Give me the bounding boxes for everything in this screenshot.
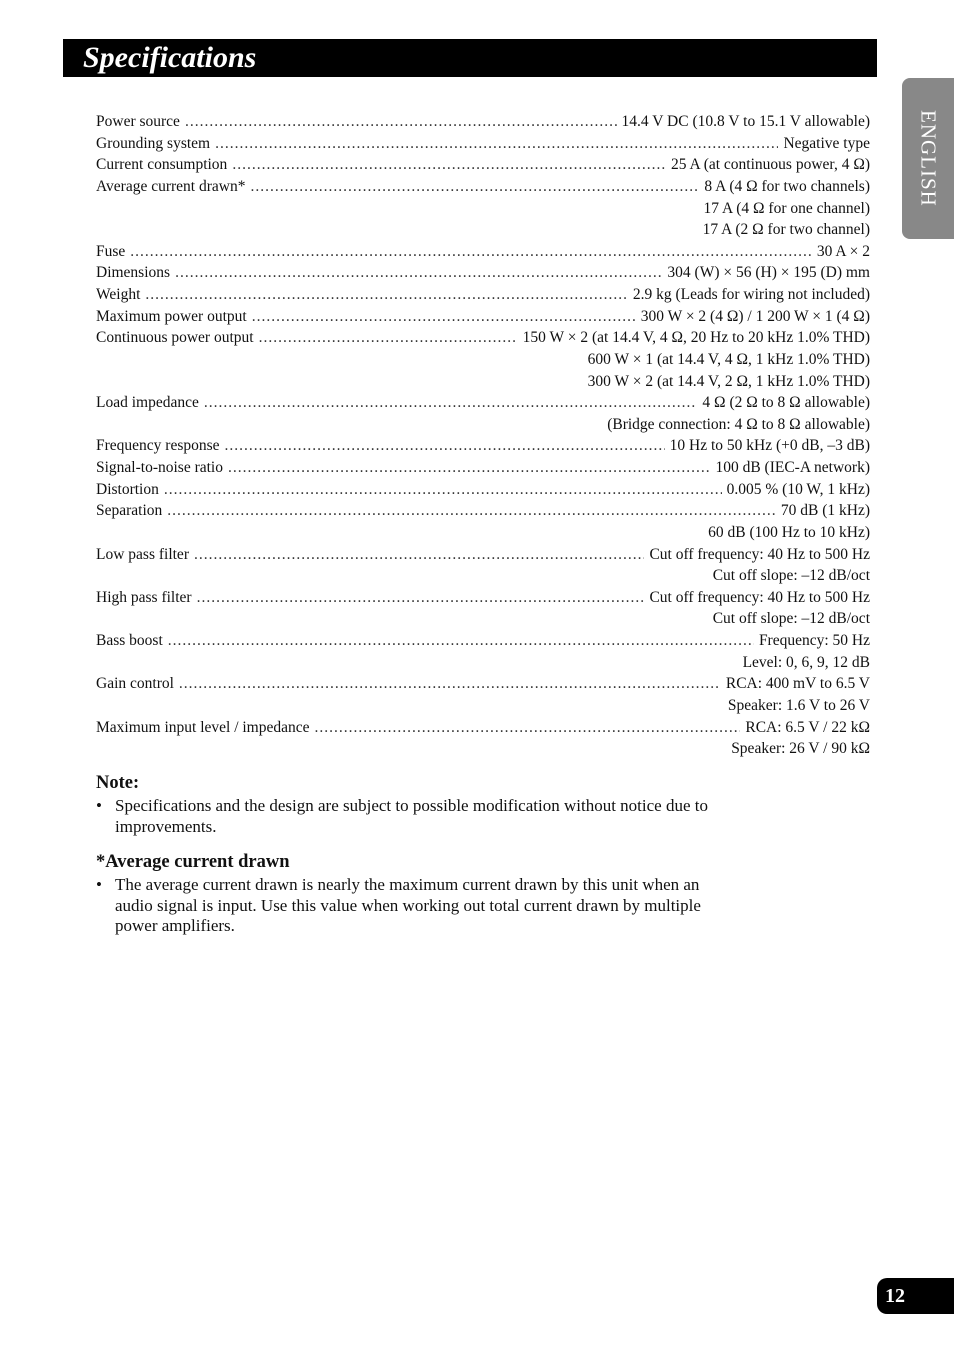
spec-value: 10 Hz to 50 kHz (+0 dB, –3 dB) (669, 437, 870, 455)
spec-label: Separation (96, 502, 163, 520)
page-number-tab (877, 1278, 954, 1314)
spec-label: Frequency response (96, 437, 220, 455)
spec-label: Signal-to-noise ratio (96, 459, 223, 476)
spec-row (96, 500, 870, 522)
spec-row (96, 544, 870, 566)
spec-row-continued (96, 738, 870, 760)
spec-label: Maximum power output (96, 307, 247, 325)
page-number: 12 (885, 1285, 905, 1307)
spec-value: 300 W × 2 (4 Ω) / 1 200 W × 1 (4 Ω) (640, 307, 870, 325)
spec-value: 2.9 kg (Leads for wiring not included) (632, 286, 870, 303)
dot-leader (130, 241, 812, 263)
language-tab-label: ENGLISH (916, 110, 941, 207)
spec-value: Cut off frequency: 40 Hz to 500 Hz (649, 588, 870, 606)
average-current-note (96, 851, 716, 937)
spec-row (96, 262, 870, 284)
dot-leader (315, 717, 741, 739)
spec-value: 300 W × 2 (at 14.4 V, 2 Ω, 1 kHz 1.0% THD) (587, 372, 870, 390)
dot-leader (259, 327, 518, 349)
dot-leader (164, 479, 722, 501)
dot-leader (250, 176, 699, 198)
spec-row (96, 133, 870, 155)
dot-leader (145, 284, 627, 306)
spec-row-continued (96, 565, 870, 587)
dot-leader (167, 500, 776, 522)
spec-value: 17 A (4 Ω for one channel) (703, 199, 870, 217)
dot-leader (228, 457, 710, 479)
spec-value: 150 W × 2 (at 14.4 V, 4 Ω, 20 Hz to 20 kHz 1.0% THD) (522, 329, 870, 347)
spec-row (96, 111, 870, 133)
page-title: Specifications (83, 41, 257, 74)
spec-row (96, 435, 870, 457)
spec-label: Grounding system (96, 134, 211, 152)
dot-leader (197, 587, 645, 609)
dot-leader (194, 544, 644, 566)
spec-value: Cut off frequency: 40 Hz to 500 Hz (649, 545, 870, 563)
spec-row (96, 154, 870, 176)
spec-label: Bass boost (96, 632, 163, 649)
bullet-icon: • (96, 875, 102, 894)
spec-value: 17 A (2 Ω for two channel) (702, 221, 870, 239)
spec-row-continued (96, 198, 870, 220)
spec-value: Level: 0, 6, 9, 12 dB (742, 653, 870, 671)
note-heading: Note: (96, 773, 140, 793)
spec-value: Cut off slope: –12 dB/oct (712, 610, 870, 628)
spec-value: RCA: 6.5 V / 22 kΩ (745, 718, 870, 736)
spec-label: Gain control (96, 675, 174, 693)
dot-leader (252, 306, 636, 328)
spec-value: 60 dB (100 Hz to 10 kHz) (708, 523, 870, 541)
language-tab (902, 78, 954, 239)
spec-row (96, 284, 870, 306)
spec-value: 100 dB (IEC-A network) (715, 459, 870, 476)
dot-leader (232, 154, 666, 176)
spec-label: Power source (96, 113, 180, 130)
spec-label: Dimensions (96, 264, 171, 282)
spec-label: Load impedance (96, 394, 199, 412)
spec-label: Current consumption (96, 156, 228, 174)
spec-row (96, 630, 870, 652)
spec-row (96, 587, 870, 609)
average-current-heading: *Average current drawn (96, 852, 290, 872)
spec-row-continued (96, 219, 870, 241)
spec-label: Weight (96, 286, 141, 303)
spec-row (96, 392, 870, 414)
spec-label: Distortion (96, 480, 159, 498)
spec-row-continued (96, 522, 870, 544)
note-text: Specifications and the design are subject to possible modification without notice due to improvements. (115, 796, 708, 836)
spec-row-continued (96, 349, 870, 371)
spec-value: 30 A × 2 (816, 242, 870, 260)
spec-value: Frequency: 50 Hz (758, 632, 870, 649)
dot-leader (175, 262, 662, 284)
spec-row (96, 327, 870, 349)
dot-leader (225, 435, 665, 457)
spec-row-continued (96, 414, 870, 436)
dot-leader (204, 392, 698, 414)
spec-row (96, 673, 870, 695)
notes-section (96, 772, 716, 937)
dot-leader (215, 133, 778, 155)
dot-leader (168, 630, 754, 652)
average-current-text: The average current drawn is nearly the maximum current drawn by this unit when an audio signal is input. Use this value when working out total current drawn by multiple power amplifiers. (115, 875, 701, 935)
spec-label: Fuse (96, 242, 126, 260)
spec-value: Cut off slope: –12 dB/oct (712, 567, 870, 585)
spec-list (96, 111, 870, 760)
spec-value: 600 W × 1 (at 14.4 V, 4 Ω, 1 kHz 1.0% THD) (587, 350, 870, 368)
spec-row (96, 457, 870, 479)
spec-value: 25 A (at continuous power, 4 Ω) (670, 156, 870, 174)
spec-value: 14.4 V DC (10.8 V to 15.1 V allowable) (621, 113, 870, 130)
spec-value: 8 A (4 Ω for two channels) (704, 177, 870, 195)
spec-value: 4 Ω (2 Ω to 8 Ω allowable) (702, 394, 870, 412)
title-bar (63, 39, 877, 77)
spec-label: Low pass filter (96, 545, 189, 563)
spec-row (96, 479, 870, 501)
spec-row-continued (96, 371, 870, 393)
spec-value: 304 (W) × 56 (H) × 195 (D) mm (667, 264, 870, 282)
spec-value: RCA: 400 mV to 6.5 V (725, 675, 870, 693)
spec-row (96, 241, 870, 263)
spec-value: (Bridge connection: 4 Ω to 8 Ω allowable) (607, 415, 870, 433)
spec-value: 70 dB (1 kHz) (780, 502, 870, 520)
spec-value: Speaker: 1.6 V to 26 V (727, 696, 870, 714)
spec-label: High pass filter (96, 588, 192, 606)
spec-label: Average current drawn* (96, 177, 246, 195)
note-bullet-item (96, 796, 716, 837)
spec-row-continued (96, 695, 870, 717)
spec-row-continued (96, 652, 870, 674)
spec-label: Maximum input level / impedance (96, 718, 310, 736)
spec-value: 0.005 % (10 W, 1 kHz) (726, 480, 870, 498)
spec-row (96, 176, 870, 198)
note-bullet-item (96, 875, 716, 937)
spec-value: Negative type (783, 134, 870, 152)
bullet-icon: • (96, 796, 102, 815)
spec-row-continued (96, 608, 870, 630)
spec-row (96, 306, 870, 328)
spec-value: Speaker: 26 V / 90 kΩ (731, 740, 870, 758)
dot-leader (179, 673, 721, 695)
spec-label: Continuous power output (96, 329, 254, 347)
dot-leader (185, 111, 617, 133)
spec-row (96, 717, 870, 739)
